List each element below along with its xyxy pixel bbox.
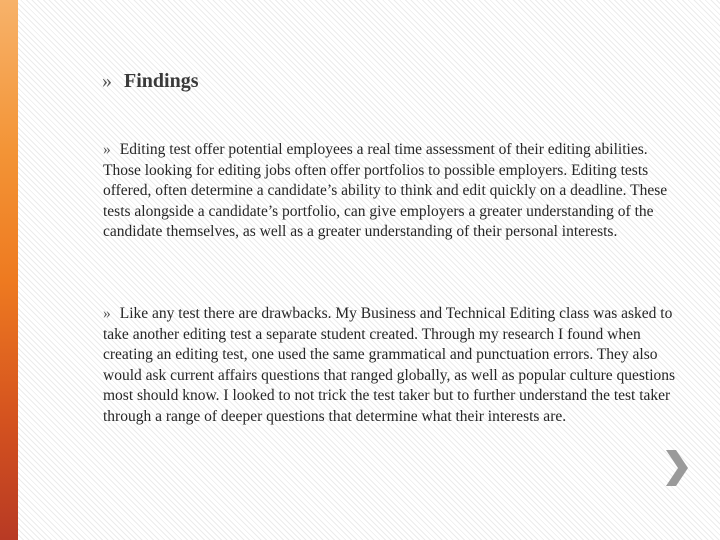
paragraph-2-bullet: »: [103, 305, 111, 322]
paragraph-2: [103, 304, 688, 428]
paragraph-1-bullet: »: [103, 141, 111, 158]
paragraph-1: [103, 140, 688, 243]
chevron-right-icon[interactable]: [660, 448, 690, 488]
paragraph-2-text: Like any test there are drawbacks. My Business and Technical Editing class was asked to take another editing test a separate student created. Through my research I found when creating an editing test, one used the same grammatical and punctuation errors. They also would ask current affairs questions that ranged globally, as well as popular culture questions most should know. I looked to not trick the test taker but to further understand the test taker through a range of deeper questions that determine what their interests are.: [103, 305, 676, 425]
paragraph-1-text: Editing test offer potential employees a real time assessment of their editing abilities. Those looking for editing jobs often offer portfolios to possible employers. Editing tests offered, often determine a candidate’s ability to think and edit quickly on a deadline. These tests alongside a candidate’s portfolio, can give employers a greater understanding of the candidate themselves, as well as a greater understanding of their personal interests.: [103, 141, 668, 241]
title-bullet: »: [102, 70, 112, 92]
slide-title: [102, 70, 198, 93]
title-text: Findings: [124, 70, 199, 92]
accent-bar: [0, 0, 18, 540]
